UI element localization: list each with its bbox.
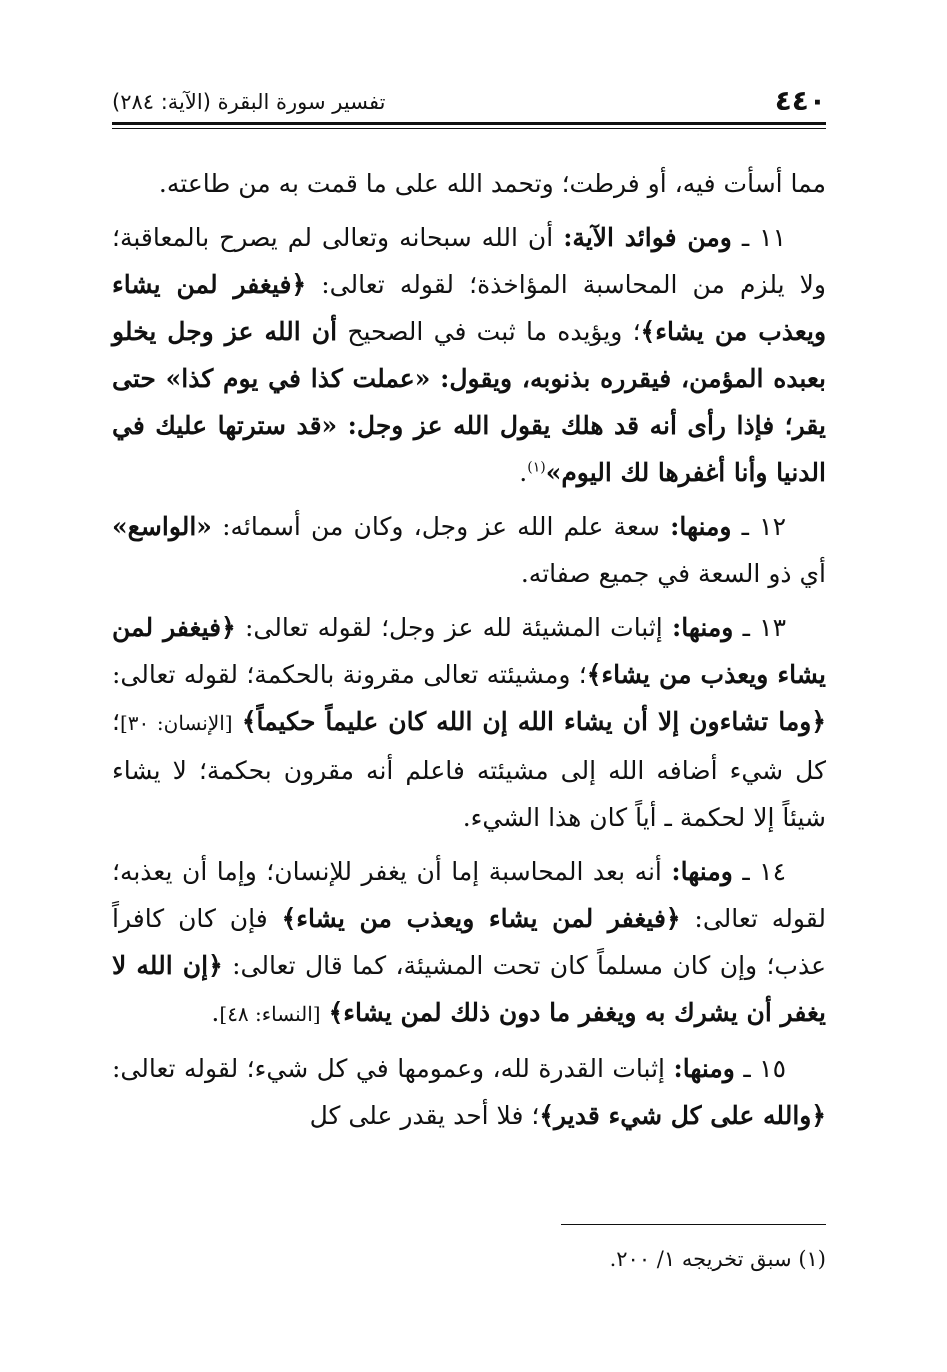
- paragraph-12: [112, 503, 826, 597]
- item-text: ؛ فلا أحد يقدر على كل: [309, 1101, 540, 1130]
- item-number: ١١ ـ: [741, 223, 786, 252]
- item-lead: ومنها:: [671, 613, 734, 642]
- item-lead: ومنها:: [670, 512, 732, 541]
- footnote-marker: (١): [798, 1247, 826, 1271]
- item-lead: ومنها:: [671, 857, 733, 886]
- item-number: ١٥ ـ: [743, 1054, 787, 1083]
- item-text: فإن كان كافراً عذب؛ وإن كان مسلماً كان تحت المشيئة، كما قال تعالى:: [112, 904, 826, 980]
- quran-verse: ﴿فيغفر لمن يشاء ويعذب من يشاء﴾: [112, 270, 827, 346]
- item-number: ١٢ ـ: [741, 512, 787, 541]
- running-title: تفسير سورة البقرة (الآية: ٢٨٤): [112, 90, 386, 114]
- quran-verse: ﴿والله على كل شيء قدير﴾: [539, 1101, 826, 1130]
- item-text: أنه بعد المحاسبة إما أن يغفر للإنسان؛ وإما أن يعذبه؛ لقوله تعالى:: [112, 857, 826, 933]
- quran-verse: ﴿إن الله لا يغفر أن يشرك به ويغفر ما دون ذلك لمن يشاء﴾: [112, 951, 826, 1027]
- item-text: ؛ ومشيئته تعالى مقرونة بالحكمة؛ لقوله تعالى:: [112, 660, 587, 689]
- quran-verse: ﴿فيغفر لمن يشاء ويعذب من يشاء﴾: [281, 904, 681, 933]
- page-number: ٤٤٠: [774, 84, 826, 117]
- divine-name: «الواسع»: [112, 512, 212, 541]
- item-lead: ومنها:: [673, 1054, 735, 1083]
- header-rule-thick: [112, 122, 826, 125]
- paragraph-text: مما أسأت فيه، أو فرطت؛ وتحمد الله على ما قمت به من طاعته.: [158, 169, 826, 198]
- hadith-text: أن الله عز وجل يخلو بعبده المؤمن، فيقرره بذنوبه، ويقول: «عملت كذا في يوم كذا» حتى يقر؛ فإذا رأى أنه قد هلك يقول الله عز وجل: «قد سترتها عليك في الدنيا وأنا أغفرها لك اليوم»: [112, 317, 826, 487]
- item-number: ١٣ ـ: [742, 613, 786, 642]
- period: .: [519, 458, 528, 487]
- paragraph-14: [112, 848, 826, 1038]
- footnote: [112, 1244, 826, 1274]
- verse-reference: [النساء: ٤٨]: [219, 1002, 321, 1026]
- verse-reference: [الإنسان: ٣٠]: [119, 711, 233, 735]
- paragraph-continuation: [112, 160, 826, 207]
- quran-verse: ﴿وما تشاءون إلا أن يشاء الله إن الله كان عليماً حكيماً﴾: [241, 707, 826, 736]
- item-text: سعة علم الله عز وجل، وكان من أسمائه:: [222, 512, 660, 541]
- footnote-marker: (١): [527, 459, 546, 476]
- paragraph-15: [112, 1045, 826, 1139]
- item-text: أي ذو السعة في جميع صفاته.: [520, 559, 826, 588]
- header-rule-thin: [112, 128, 826, 129]
- item-number: ١٤ ـ: [742, 857, 787, 886]
- page-header: [112, 82, 826, 120]
- item-text: ؛ كل شيء أضافه الله إلى مشيئته فاعلم أنه مقرون بحكمة؛ لا يشاء شيئاً إلا لحكمة ـ أياً كان هذا الشيء.: [112, 707, 826, 832]
- item-text: إثبات القدرة لله، وعمومها في كل شيء؛ لقوله تعالى:: [112, 1054, 665, 1083]
- footnote-text: سبق تخريجه ١/ ٢٠٠.: [609, 1247, 792, 1271]
- item-lead: ومن فوائد الآية:: [563, 223, 732, 252]
- item-text: ؛ ويؤيده ما ثبت في الصحيح: [347, 317, 641, 346]
- period: .: [211, 998, 220, 1027]
- main-text: [112, 160, 826, 1146]
- paragraph-11: [112, 214, 826, 496]
- paragraph-13: [112, 604, 826, 841]
- item-text: إثبات المشيئة لله عز وجل؛ لقوله تعالى:: [244, 613, 663, 642]
- footnote-rule: [561, 1224, 826, 1225]
- quran-verse: ﴿فيغفر لمن يشاء ويعذب من يشاء﴾: [112, 613, 827, 689]
- item-text: أن الله سبحانه وتعالى لم يصرح بالمعاقبة؛ ولا يلزم من المحاسبة المؤاخذة؛ لقوله تعالى:: [112, 223, 826, 299]
